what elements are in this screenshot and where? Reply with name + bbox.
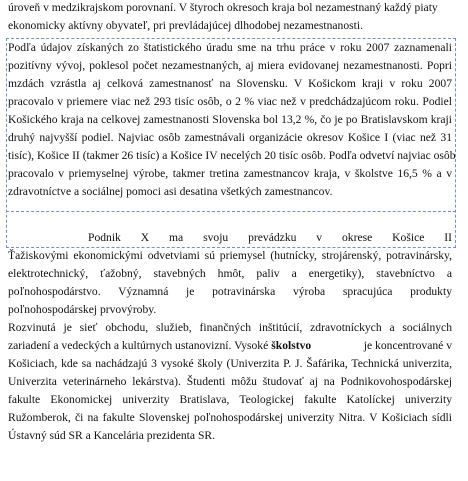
text-line: Košiciach, kde sa nachádzajú 3 vysoké školy (Univerzita P. J. Šafárika, Technická univerzita, — [8, 357, 452, 370]
text-line: Ťažiskovými ekonomickými odvetviami sú priemysel (hutnícky, strojárenský, potravinársky, — [8, 249, 452, 262]
text-line: zdravotníctve a sociálnej pomoci asi desatina všetkých zamestnancov. — [8, 185, 333, 198]
text-line: Rozvinutá je sieť obchodu, služieb, finančných inštitúcií, zdravotníckych a sociálnych — [8, 321, 452, 334]
text-line: elektrotechnický, ťažobný, stavebných hmôt, paliv a energetiky), stavebníctvo a — [8, 267, 452, 280]
text-line: úroveň v medzikrajskom porovnaní. V štyroch okresoch kraja bol nezamestnaný každý piaty — [8, 1, 438, 14]
text-line: tisíc), Košice II (takmer 26 tisíc) a Košice IV necelých 20 tisíc osôb. Podľa odvetví najviac osôb — [8, 149, 456, 162]
text-line — [8, 337, 452, 355]
text-line: Košického kraja na celkovej zamestnanosti Slovenska bol 13,2 %, čo je po Bratislavskom kraji — [8, 113, 452, 126]
text-line: pracovalo v priemere viac než 293 tisíc osôb, o 2 % viac než v predchádzajúcom roku. Podiel — [8, 95, 452, 108]
text-line: druhý najvyšší podiel. Najviac osôb zamestnávali organizácie okresov Košice I (viac než 31 — [8, 131, 452, 144]
text-line: ekonomicky aktívny obyvateľ, pri prevládajúcej dlhodobej nezamestnanosti. — [8, 19, 363, 32]
text-line: Ružomberok, či na fakulte Slovenskej poľnohospodárskej univerzity Nitra. V Košiciach sídli — [8, 411, 452, 424]
text-span: je koncentrované v — [360, 339, 452, 352]
text-line: Ústavný súd SR a Kancelária prezidenta SR. — [8, 429, 216, 442]
text-line: mzdách vzrástla aj celková zamestnanosť na Slovensku. V Košickom kraji v roku 2007 — [8, 77, 452, 90]
text-line: poľnohospodárskej prvovýroby. — [8, 303, 157, 316]
bold-word: školstvo — [271, 339, 312, 352]
text-line: pracovalo v priemyselnej výrobe, takmer tretina zamestnancov kraja, v školstve 16,5 % a v — [8, 167, 452, 180]
text-line: pozitívny vývoj, poklesol počet nezamestnaných, aj miera evidovanej nezamestnanosti. Popri — [8, 59, 452, 72]
text-line: Podnik X ma svoju prevádzku v okrese Košice II — [88, 231, 452, 244]
text-line: Univerzita veterinárneho lekárstva). Študenti môžu študovať aj na Podnikovohospodárskej — [8, 375, 452, 388]
text-line: fakulte Ekonomickej univerzity Bratislava, Teologickej fakulte Katolíckej univerzity — [8, 393, 452, 406]
text-span: zariadení a vedeckých a kultúrnych ustanovizní. Vysoké — [8, 339, 269, 352]
text-box-separator — [6, 211, 456, 212]
text-line: Podľa údajov získaných zo štatistického úradu sme na trhu práce v roku 2007 zaznamenali — [8, 41, 452, 54]
text-line: poľnohospodárstvo. Významná je potravinárska výroba spracujúca produkty — [8, 285, 452, 298]
